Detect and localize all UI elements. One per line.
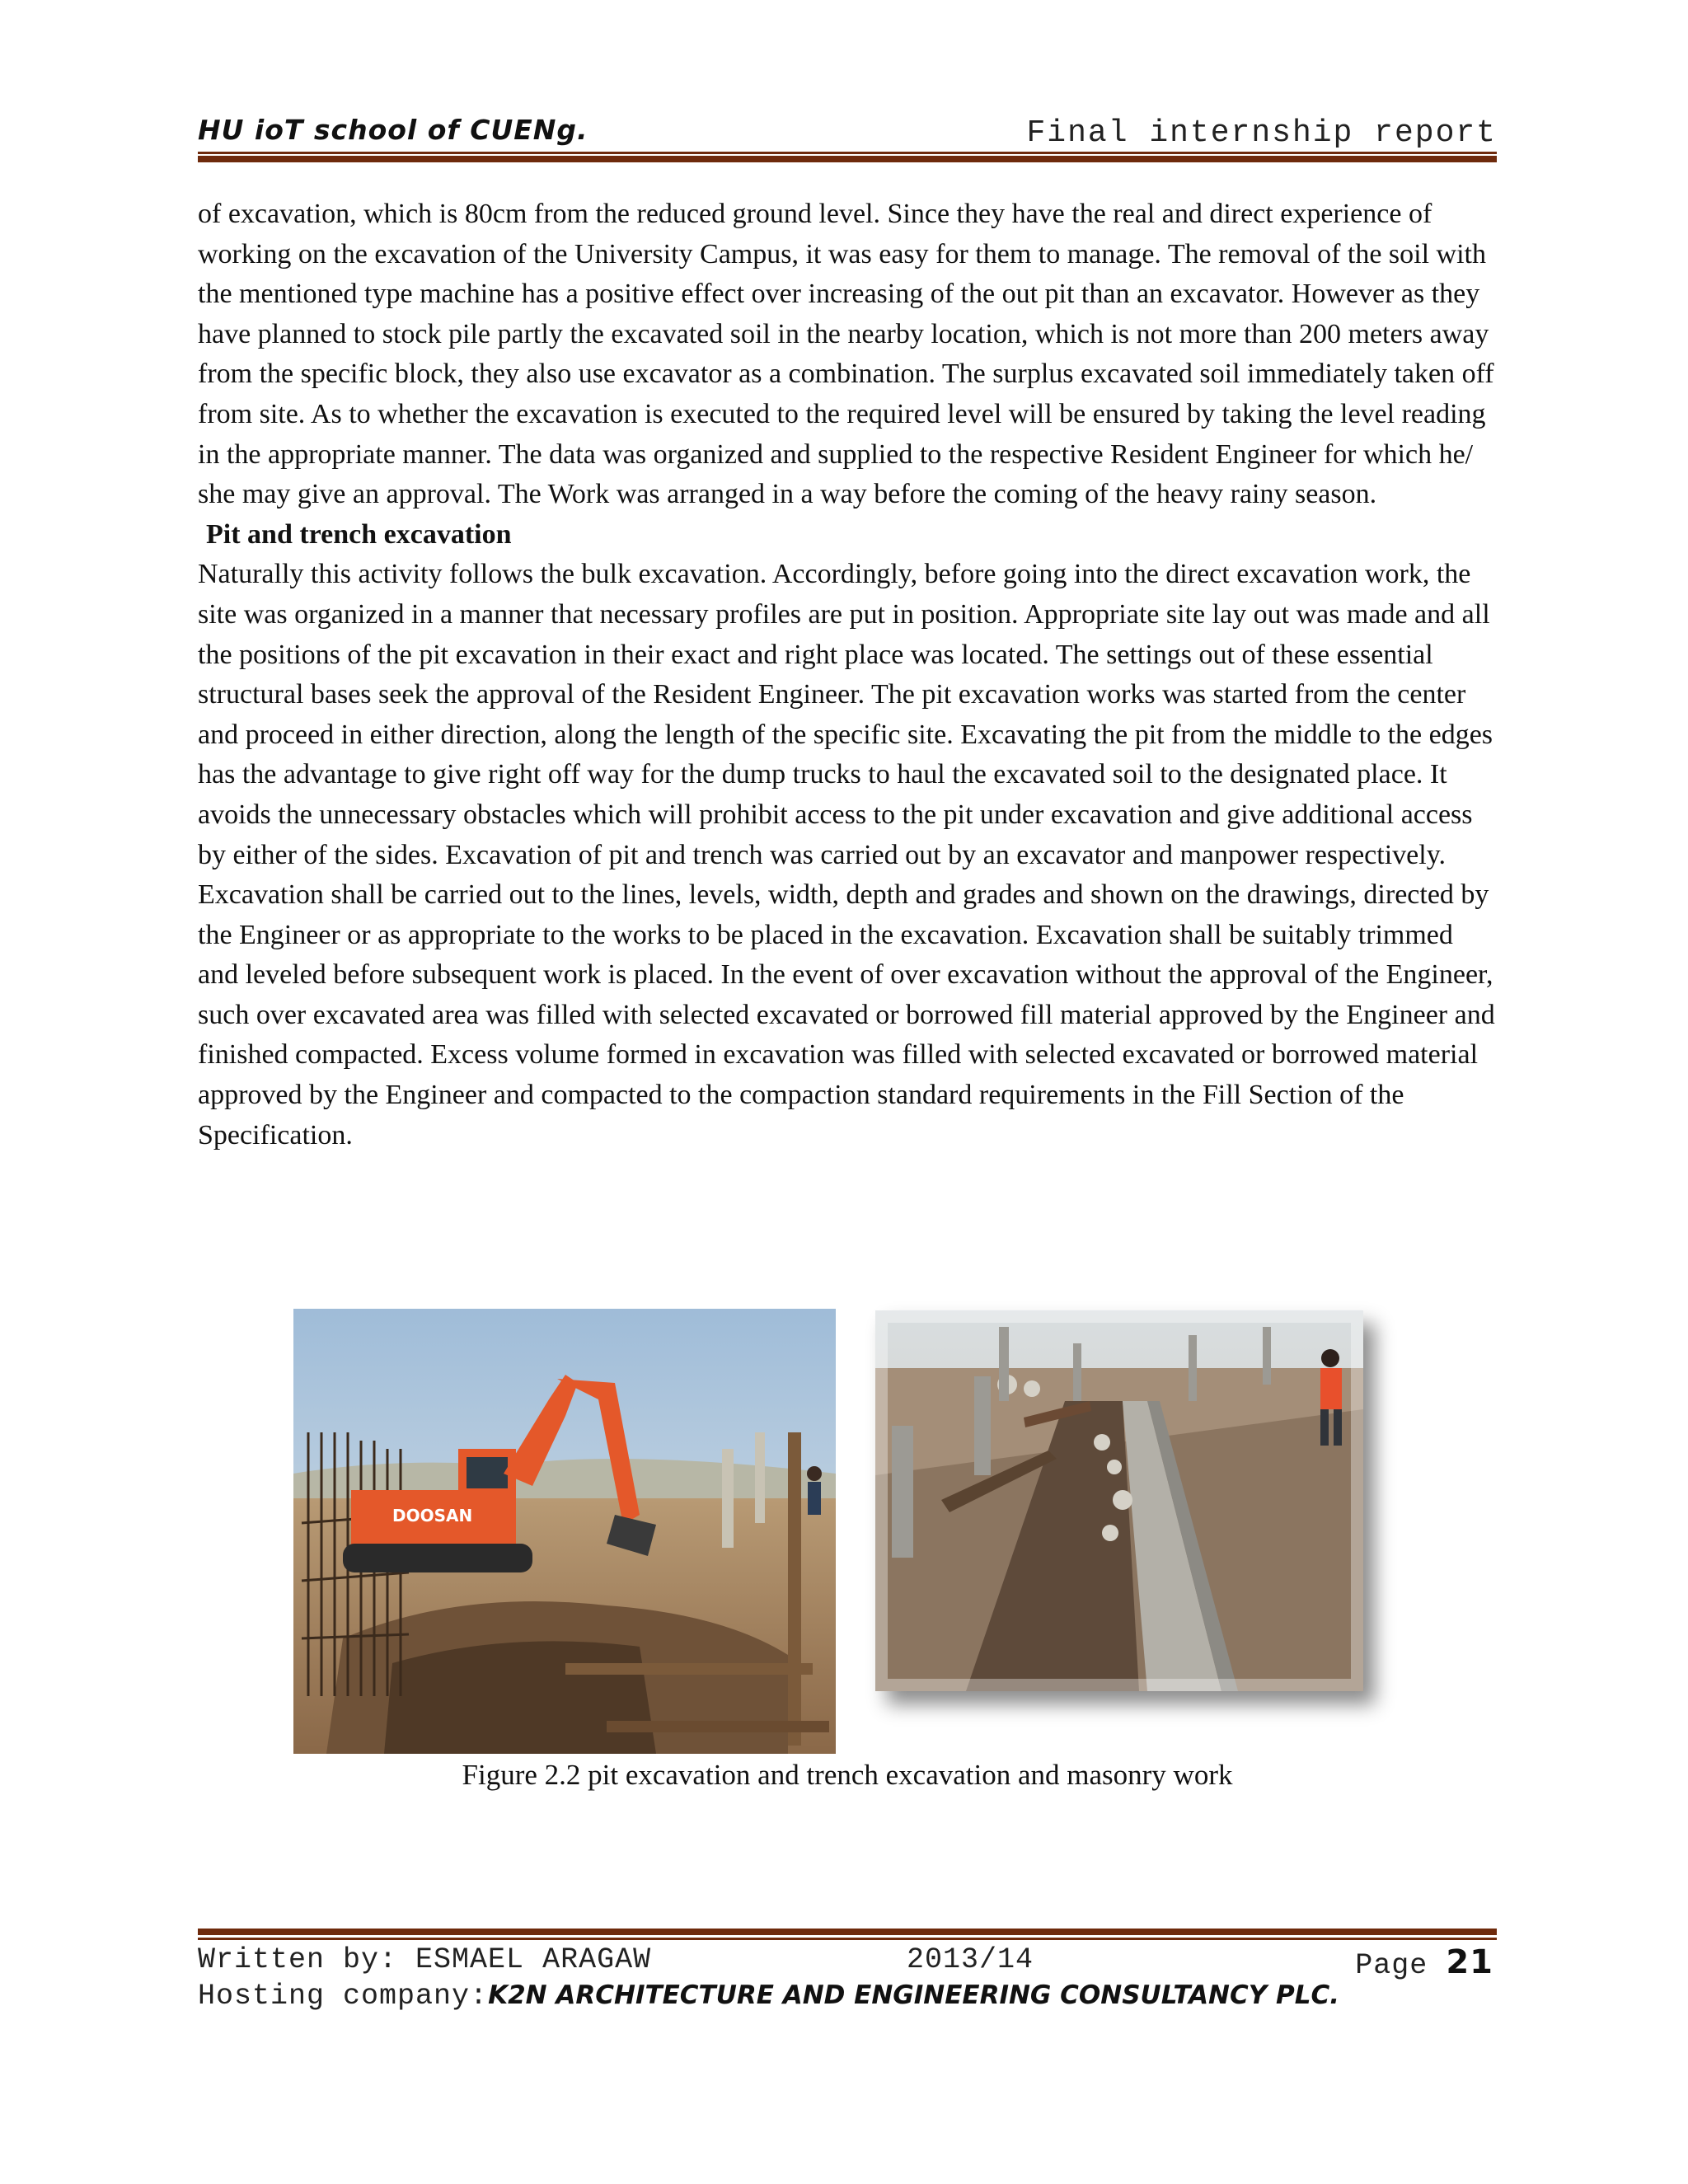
body-text — [198, 194, 1500, 1155]
footer-year: 2013/14 — [907, 1943, 1034, 1976]
header-report-title: Final internship report — [1026, 115, 1497, 151]
paragraph-pit-trench-excavation: Naturally this activity follows the bulk excavation. Accordingly, before going into the direct excavation work, the site was organized in a manner that necessary profiles are put in position. Appropriate site lay out was made and all the positions of the pit excavation in their exact and right place was located. The settings out of these essential structural bases seek the approval of the Resident Engineer. The pit excavation works was started from the center and proceed in either direction, along the length of the specific site. Excavating the pit from the middle to the edges has the advantage to give right off way for the dump trucks to haul the excavated soil to the designated place. It avoids the unnecessary obstacles which will prohibit access to the pit under excavation and give additional access by either of the sides. Excavation of pit and trench was carried out by an excavator and manpower respectively. Excavation shall be carried out to the lines, levels, width, depth and grades and shown on the drawings, directed by the Engineer or as appropriate to the works to be placed in the excavation. Excavation shall be suitably trimmed and leveled before subsequent work is placed. In the event of over excavation without the approval of the Engineer, such over excavated area was filled with selected excavated or borrowed fill material approved by the Engineer and finished compacted. Excess volume formed in excavation was filled with selected excavated or borrowed material approved by the Engineer and compacted to the compaction standard requirements in the Fill Section of the Specification. — [198, 559, 1495, 1151]
footer-page — [1355, 1943, 1493, 1982]
header-school-name: HU ioT school of CUENg. — [198, 114, 588, 146]
page-header — [198, 110, 1497, 152]
header-rule-thin — [198, 152, 1497, 154]
footer-page-label: Page — [1355, 1949, 1428, 1982]
section-heading: Pit and trench excavation — [206, 518, 512, 550]
trench-masonry-photo — [875, 1310, 1363, 1691]
footer-company-label: Hosting company: — [198, 1980, 489, 2013]
excavator-photo — [293, 1309, 836, 1754]
footer-line-company — [198, 1980, 1497, 2021]
footer-rule-thick — [198, 1929, 1497, 1935]
figure-caption: Figure 2.2 pit excavation and trench excavation and masonry work — [462, 1759, 1233, 1791]
excavator-brand-label: DOOSAN — [392, 1506, 473, 1526]
header-rule-thick — [198, 156, 1497, 162]
page-number: 21 — [1446, 1943, 1493, 1981]
footer-company-name: K2N ARCHITECTURE AND ENGINEERING CONSULTANCY PLC. — [488, 1980, 1339, 2010]
footer-line-author — [198, 1940, 1497, 1981]
paragraph-bulk-excavation: of excavation, which is 80cm from the reduced ground level. Since they have the real and direct experience of working on the excavation of the University Campus, it was easy for them to manage. The removal of the soil with the mentioned type machine has a positive effect over increasing of the out pit than an excavator. However as they have planned to stock pile partly the excavated soil in the nearby location, which is not more than 200 meters away from the specific block, they also use excavator as a combination. The surplus excavated soil immediately taken off from site. As to whether the excavation is executed to the required level will be ensured by taking the level reading in the appropriate manner. The data was organized and supplied to the respective Resident Engineer for which he/ she may give an approval. The Work was arranged in a way before the coming of the heavy rainy season. — [198, 199, 1494, 510]
footer-author: Written by: ESMAEL ARAGAW — [198, 1943, 652, 1976]
